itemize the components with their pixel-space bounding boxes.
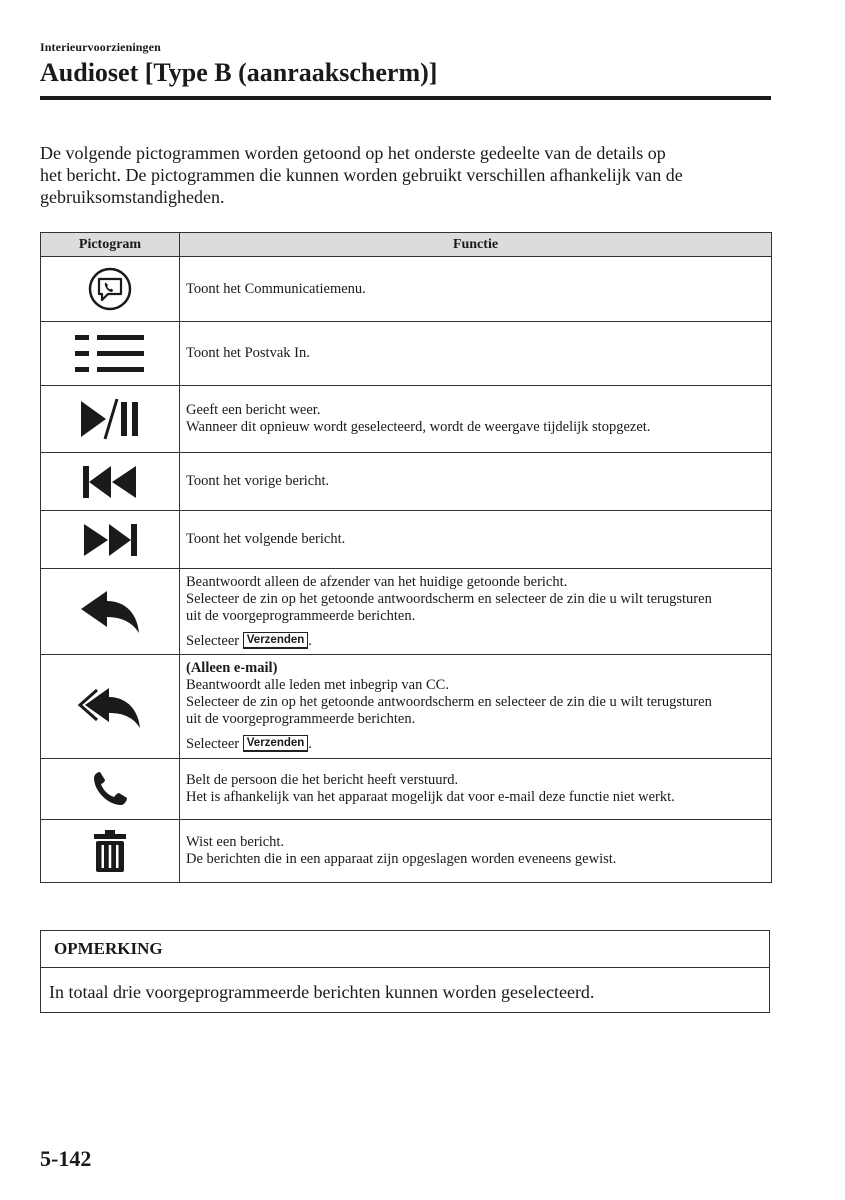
header-pictogram: Pictogram bbox=[41, 233, 180, 257]
table-row bbox=[41, 386, 772, 453]
table-row bbox=[41, 820, 772, 883]
row-6-line-2: Selecteer de zin op het getoonde antwoordscherm en selecteer de zin die u wilt terugsturen bbox=[186, 590, 712, 607]
row-7-line-2: Selecteer de zin op het getoonde antwoordscherm en selecteer de zin die u wilt terugsturen bbox=[186, 694, 712, 710]
phone-icon bbox=[90, 769, 130, 809]
page-title: Audioset [Type B (aanraakscherm)] bbox=[40, 58, 438, 87]
row-6-select-line bbox=[186, 632, 765, 650]
note-heading: OPMERKING bbox=[41, 931, 769, 968]
intro-paragraph bbox=[40, 142, 765, 208]
row-3-line-2: Wanneer dit opnieuw wordt geselecteerd, wordt de weergave tijdelijk stopgezet. bbox=[186, 419, 651, 435]
row-7-line-1: Beantwoordt alle leden met inbegrip van CC. bbox=[186, 677, 449, 693]
pictogram-table bbox=[40, 232, 772, 883]
next-icon bbox=[82, 522, 138, 558]
table-row bbox=[41, 453, 772, 511]
select-suffix: . bbox=[308, 632, 312, 649]
title-rule bbox=[40, 96, 771, 100]
table-header-row bbox=[41, 233, 772, 257]
trash-icon bbox=[93, 829, 127, 873]
note-text: In totaal drie voorgeprogrammeerde berichten kunnen worden geselecteerd. bbox=[49, 982, 595, 1002]
row-8-line-2: Het is afhankelijk van het apparaat mogelijk dat voor e-mail deze functie niet werkt. bbox=[186, 789, 675, 805]
row-2-line-1: Toont het Postvak In. bbox=[186, 345, 310, 361]
table-row bbox=[41, 322, 772, 386]
intro-line-3: gebruiksomstandigheden. bbox=[40, 187, 225, 207]
row-7-line-3: uit de voorgeprogrammeerde berichten. bbox=[186, 711, 416, 727]
section-label: Interieurvoorzieningen bbox=[40, 40, 161, 54]
table-row bbox=[41, 257, 772, 322]
row-3-line-1: Geeft een bericht weer. bbox=[186, 402, 321, 418]
row-7-heading: (Alleen e-mail) bbox=[186, 660, 278, 676]
reply-icon bbox=[79, 589, 141, 635]
row-1-line-1: Toont het Communicatiemenu. bbox=[186, 280, 366, 297]
row-5-line-1: Toont het volgende bericht. bbox=[186, 531, 346, 547]
row-7-select-line bbox=[186, 735, 765, 753]
play-pause-icon bbox=[79, 397, 141, 441]
inbox-list-icon bbox=[75, 332, 145, 376]
row-6-line-1: Beantwoordt alleen de afzender van het huidige getoonde bericht. bbox=[186, 573, 568, 590]
row-9-line-2: De berichten die in een apparaat zijn opgeslagen worden eveneens gewist. bbox=[186, 851, 617, 867]
verzenden-key: Verzenden bbox=[243, 735, 309, 752]
select-suffix: . bbox=[308, 736, 312, 752]
page-number: 5-142 bbox=[40, 1146, 92, 1171]
verzenden-key: Verzenden bbox=[243, 632, 309, 649]
communication-menu-icon bbox=[86, 265, 134, 313]
previous-icon bbox=[82, 464, 138, 500]
row-9-line-1: Wist een bericht. bbox=[186, 834, 285, 850]
row-4-line-1: Toont het vorige bericht. bbox=[186, 473, 330, 489]
table-row bbox=[41, 569, 772, 655]
intro-line-1: De volgende pictogrammen worden getoond op het onderste gedeelte van de details op bbox=[40, 143, 666, 163]
table-row bbox=[41, 511, 772, 569]
header-functie: Functie bbox=[180, 233, 772, 257]
select-prefix: Selecteer bbox=[186, 736, 240, 752]
select-prefix: Selecteer bbox=[186, 632, 240, 649]
row-8-line-1: Belt de persoon die het bericht heeft verstuurd. bbox=[186, 772, 459, 788]
note-box bbox=[40, 930, 770, 1013]
row-6-line-3: uit de voorgeprogrammeerde berichten. bbox=[186, 607, 416, 624]
table-row bbox=[41, 759, 772, 820]
reply-all-icon bbox=[77, 684, 143, 730]
table-row bbox=[41, 655, 772, 759]
intro-line-2: het bericht. De pictogrammen die kunnen worden gebruikt verschillen afhankelijk van de bbox=[40, 165, 683, 185]
